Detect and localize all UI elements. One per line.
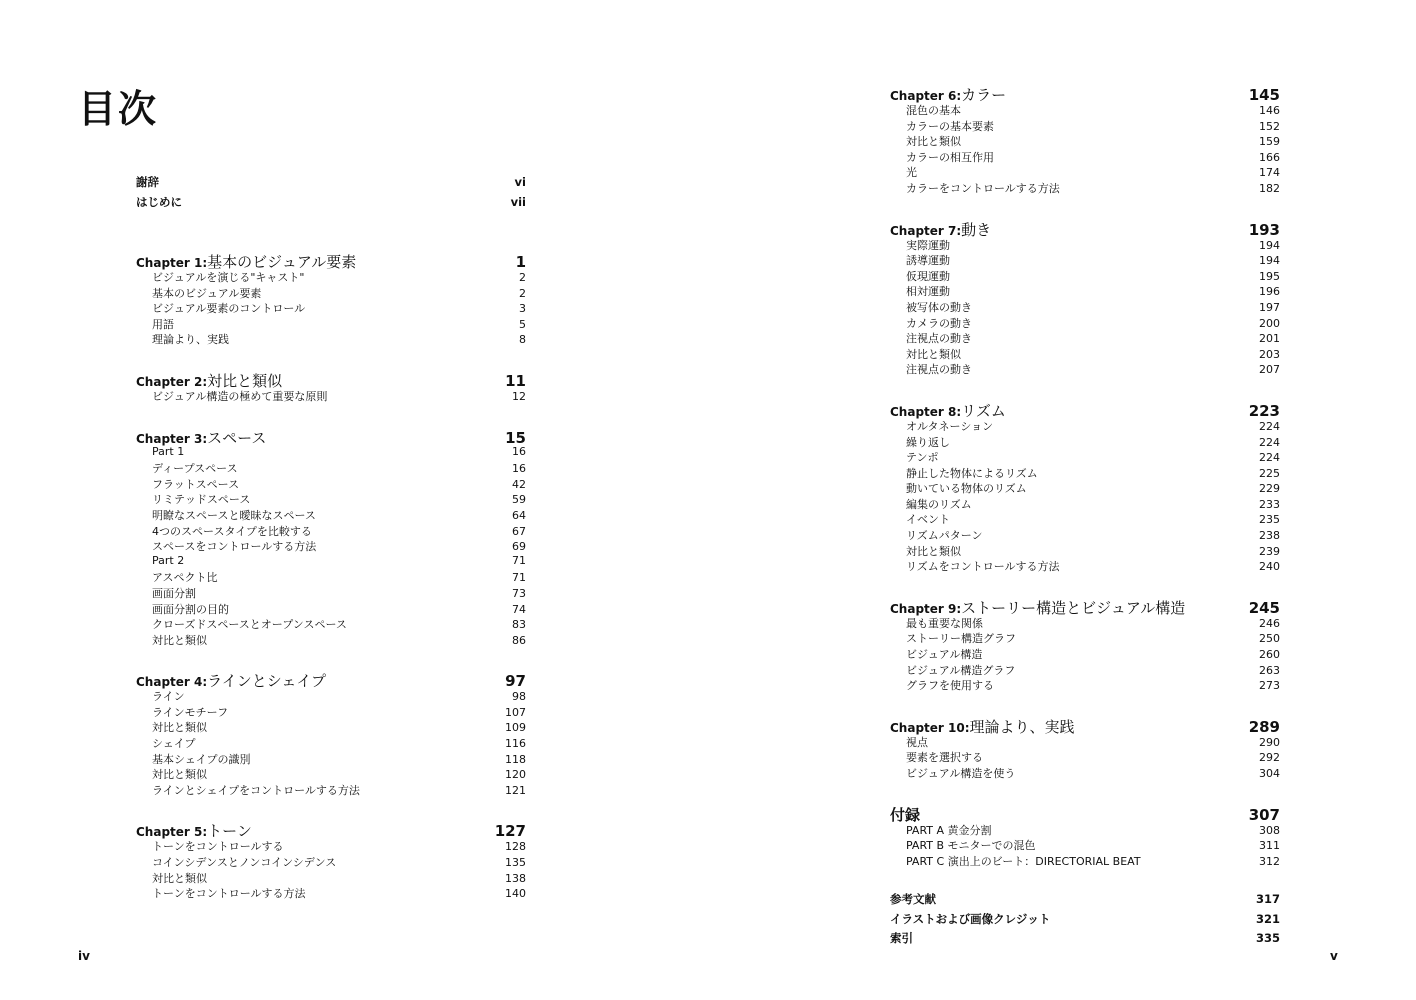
toc-entry-title: ビジュアル構造グラフ [906, 663, 1016, 677]
chapter-heading-right-2 [890, 219, 1280, 237]
chapter-heading-right-3 [890, 400, 1280, 418]
chapter-label: Chapter 2: [136, 374, 208, 389]
toc-entry-title: テンポ [906, 451, 939, 465]
toc-entry-title: トーンをコントロールする方法 [152, 887, 306, 901]
toc-entry-page: 109 [505, 721, 526, 735]
chapter-label: Chapter 9: [890, 601, 962, 616]
toc-entry [136, 331, 526, 347]
toc-entry-page: 260 [1259, 648, 1280, 662]
toc-entry-page: 2 [519, 286, 526, 300]
toc-entry [890, 133, 1280, 149]
toc-entry [136, 538, 526, 554]
chapter-label: Chapter 10: [890, 720, 970, 735]
toc-entry-page: 250 [1259, 632, 1280, 646]
chapter-heading-left-4 [136, 670, 526, 691]
front-matter-entry [136, 194, 526, 214]
toc-entry [890, 283, 1280, 299]
chapter-page: 97 [505, 672, 526, 691]
toc-entry-page: 238 [1259, 529, 1280, 543]
toc-entry-page: 196 [1259, 285, 1280, 299]
toc-entry-page: 225 [1259, 466, 1280, 480]
toc-entry [136, 751, 526, 767]
toc-entry-title: 対比と類似 [906, 544, 961, 558]
toc-entry-page: 233 [1259, 497, 1280, 511]
toc-entry-title: 索引 [890, 931, 913, 946]
toc-entry [890, 496, 1280, 512]
toc-entry-title: 基本シェイプの識別 [152, 752, 251, 766]
toc-entry [890, 527, 1280, 543]
toc-entry [136, 616, 526, 632]
toc-entry [890, 480, 1280, 496]
toc-entry [136, 569, 526, 585]
toc-entry-page: 194 [1259, 254, 1280, 268]
toc-entry-page: 203 [1259, 347, 1280, 361]
toc-entry [890, 434, 1280, 450]
toc-entry [890, 765, 1280, 781]
toc-entry [136, 476, 526, 492]
toc-entry-page: 207 [1259, 363, 1280, 377]
toc-entry-title: シェイプ [152, 737, 196, 751]
chapter-label: Chapter 6: [890, 89, 962, 103]
toc-entry-page: 146 [1259, 104, 1280, 117]
toc-entry-title: 実際運動 [906, 238, 950, 252]
toc-entry-title: ビジュアルを演じる"キャスト" [152, 271, 305, 284]
toc-entry-page: 67 [512, 524, 526, 538]
toc-entry-page: 3 [519, 302, 526, 316]
toc-entry [136, 782, 526, 798]
toc-entry-title: 対比と類似 [906, 135, 961, 149]
toc-entry [136, 523, 526, 539]
toc-entry-title: 対比と類似 [152, 721, 207, 735]
toc-entry-page: 292 [1259, 751, 1280, 765]
toc-entry-title: カラーの基本要素 [906, 119, 994, 133]
appendix-entry [890, 837, 1280, 853]
toc-entry [890, 558, 1280, 574]
chapter-label: Chapter 5: [136, 825, 208, 840]
section-spacer [136, 213, 526, 251]
toc-entry [136, 585, 526, 601]
toc-entry-title: ビジュアル構造を使う [906, 767, 1016, 780]
toc-entry-title: リズムをコントロールする方法 [906, 560, 1060, 574]
toc-entry-page: 195 [1259, 269, 1280, 283]
chapter-heading-right-1 [890, 84, 1280, 102]
toc-entry-title: カラーをコントロールする方法 [906, 181, 1060, 195]
toc-entry-title: 最も重要な関係 [906, 616, 983, 630]
toc-entry [890, 180, 1280, 196]
appendix-heading [890, 804, 1280, 822]
toc-entry [136, 460, 526, 476]
toc-entry [890, 118, 1280, 134]
toc-entry-title: 相対運動 [906, 285, 950, 299]
toc-entry [136, 285, 526, 301]
toc-entry-title: 注視点の動き [906, 363, 972, 377]
toc-entry [890, 511, 1280, 527]
toc-entry [136, 632, 526, 648]
toc-entry-title: イベント [906, 513, 950, 527]
toc-entry-page: 224 [1259, 419, 1280, 433]
toc-entry-title: Part 2 [152, 553, 185, 567]
toc-entry-page: 86 [512, 633, 526, 647]
chapter-title: ストーリー構造とビジュアル構造 [961, 598, 1186, 617]
toc-entry-title: リズムパターン [906, 529, 983, 543]
toc-entry-page: 246 [1259, 616, 1280, 630]
toc-entry [890, 102, 1280, 118]
chapter-title: スペース [207, 428, 267, 447]
toc-entry-page: vii [510, 194, 526, 209]
toc-entry-page: 128 [505, 840, 526, 854]
toc-entry-title: 理論より、実践 [152, 333, 229, 347]
toc-entry-title: 混色の基本 [906, 104, 961, 117]
toc-entry-title: ビジュアル要素のコントロール [152, 302, 306, 316]
toc-entry-page: 311 [1259, 839, 1280, 853]
toc-entry-title: 謝辞 [136, 175, 159, 189]
toc-entry [136, 316, 526, 332]
appendix-entry [890, 853, 1280, 869]
toc-entry-page: 200 [1259, 316, 1280, 330]
chapter-heading-left-3 [136, 427, 526, 445]
toc-entry-page: 16 [512, 462, 526, 476]
toc-entry-page: 317 [1255, 892, 1280, 907]
chapter-title: トーン [207, 822, 252, 841]
chapter-label: Chapter 7: [890, 223, 962, 238]
toc-entry-page: 197 [1259, 300, 1280, 314]
toc-entry-title: 視点 [906, 735, 928, 749]
toc-entry-title: PART B モニターでの混色 [906, 839, 1036, 853]
toc-entry-page: 239 [1259, 544, 1280, 558]
toc-entry [136, 870, 526, 886]
toc-entry [890, 543, 1280, 559]
toc-entry-title: ビジュアル構造の極めて重要な原則 [152, 389, 328, 403]
chapter-page: 127 [494, 822, 526, 841]
toc-entry-title: 4つのスペースタイプを比較する [152, 524, 312, 538]
toc-entry-title: 画面分割の目的 [152, 602, 229, 616]
toc-entry-page: 135 [505, 856, 526, 870]
back-matter-entry [890, 911, 1280, 931]
toc-entry [136, 601, 526, 617]
toc-entry [136, 704, 526, 720]
toc-entry-title: コインシデンスとノンコインシデンス [152, 856, 337, 870]
toc-entry-title: 対比と類似 [152, 633, 207, 647]
toc-entry-title: 注視点の動き [906, 332, 972, 346]
toc-entry-title: トーンをコントロールする [152, 840, 284, 854]
toc-entry-title: 被写体の動き [906, 300, 972, 314]
chapter-title: 動き [961, 220, 992, 239]
toc-right-column [890, 84, 1280, 950]
section-spacer [890, 693, 1280, 716]
chapter-page: 145 [1248, 86, 1280, 104]
chapter-label: Chapter 1: [136, 256, 208, 270]
toc-entry-title: 対比と類似 [152, 871, 207, 885]
toc-entry-title: 静止した物体によるリズム [906, 466, 1038, 480]
toc-entry [136, 719, 526, 735]
toc-entry-page: 120 [505, 768, 526, 782]
toc-entry [136, 300, 526, 316]
page-number-left: iv [78, 949, 90, 963]
toc-entry-page: vi [514, 175, 526, 189]
front-matter-entry [136, 174, 526, 194]
page-number-right: v [1330, 949, 1338, 963]
toc-entry-page: 16 [512, 444, 526, 458]
toc-entry-title: 誘導運動 [906, 254, 950, 268]
toc-entry-title: ストーリー構造グラフ [906, 632, 1016, 646]
toc-entry-page: 201 [1259, 332, 1280, 346]
toc-entry [890, 299, 1280, 315]
toc-entry-page: 174 [1259, 166, 1280, 180]
toc-entry [890, 465, 1280, 481]
toc-entry [890, 252, 1280, 268]
toc-entry-page: 229 [1259, 482, 1280, 496]
toc-entry [890, 149, 1280, 165]
back-matter-entry [890, 930, 1280, 950]
section-spacer [890, 868, 1280, 891]
appendix-title: 付録 [890, 805, 921, 824]
toc-entry-title: クローズドスペースとオープンスペース [152, 618, 347, 632]
toc-entry [136, 388, 526, 404]
toc-entry-title: 対比と類似 [152, 768, 207, 782]
toc-entry-title: ライン [152, 690, 185, 704]
section-spacer [890, 781, 1280, 804]
toc-entry-title: 参考文献 [890, 892, 936, 907]
toc-entry-title: スペースをコントロールする方法 [152, 540, 317, 554]
toc-entry-title: カラーの相互作用 [906, 150, 994, 164]
toc-entry-page: 182 [1259, 181, 1280, 195]
toc-entry [890, 418, 1280, 434]
chapter-title: ラインとシェイプ [207, 672, 326, 691]
toc-entry-title: カメラの動き [906, 316, 972, 330]
toc-entry-page: 224 [1259, 451, 1280, 465]
toc-entry [890, 677, 1280, 693]
toc-entry-page: 321 [1255, 911, 1280, 926]
toc-entry [136, 854, 526, 870]
toc-entry [890, 164, 1280, 180]
toc-entry-title: 基本のビジュアル要素 [152, 286, 262, 300]
toc-entry-page: 71 [512, 553, 526, 567]
appendix-entry [890, 822, 1280, 838]
toc-entry [890, 630, 1280, 646]
toc-entry-page: 140 [505, 887, 526, 901]
toc-entry-page: 138 [505, 871, 526, 885]
toc-entry-title: フラットスペース [152, 477, 240, 491]
toc-entry-page: 59 [512, 493, 526, 507]
toc-entry [890, 330, 1280, 346]
chapter-title: カラー [961, 86, 1007, 104]
toc-entry-title: ラインモチーフ [152, 705, 229, 719]
chapter-page: 15 [505, 428, 526, 447]
toc-entry-title: イラストおよび画像クレジット [890, 911, 1051, 926]
toc-entry [890, 646, 1280, 662]
toc-entry-page: 73 [512, 586, 526, 600]
toc-entry [890, 346, 1280, 362]
toc-entry-title: オルタネーション [906, 419, 994, 433]
toc-entry-title: アスペクト比 [152, 571, 218, 585]
toc-entry-page: 2 [519, 271, 526, 284]
toc-entry-page: 116 [505, 737, 526, 751]
toc-entry-page: 12 [512, 389, 526, 403]
toc-entry-page: 64 [512, 508, 526, 522]
toc-entry [136, 491, 526, 507]
toc-entry [890, 315, 1280, 331]
chapter-label: Chapter 4: [136, 675, 208, 690]
section-spacer [136, 404, 526, 427]
section-spacer [136, 347, 526, 370]
toc-entry-title: 光 [906, 166, 917, 180]
toc-entry-title: 対比と類似 [906, 347, 961, 361]
chapter-page: 289 [1248, 717, 1280, 736]
chapter-page: 11 [505, 371, 526, 390]
chapter-page: 1 [515, 253, 526, 271]
toc-entry [136, 885, 526, 901]
toc-entry-page: 224 [1259, 435, 1280, 449]
toc-entry-page: 240 [1259, 560, 1280, 574]
toc-entry [136, 507, 526, 523]
toc-entry-title: ビジュアル構造 [906, 648, 983, 662]
toc-entry-page: 194 [1259, 238, 1280, 252]
chapter-page: 193 [1248, 220, 1280, 239]
chapter-heading-left-5 [136, 820, 526, 841]
appendix-page: 307 [1248, 805, 1280, 824]
back-matter-entry [890, 891, 1280, 911]
toc-entry-page: 69 [512, 540, 526, 554]
toc-entry [136, 554, 526, 570]
toc-entry-page: 83 [512, 618, 526, 632]
toc-entry-page: 152 [1259, 119, 1280, 133]
toc-entry-title: リミテッドスペース [152, 493, 251, 507]
toc-entry-title: 仮現運動 [906, 269, 950, 283]
toc-entry-title: ディープスペース [152, 462, 238, 476]
toc-entry-page: 159 [1259, 135, 1280, 149]
toc-entry-page: 235 [1259, 513, 1280, 527]
toc-entry [890, 268, 1280, 284]
toc-entry-page: 335 [1255, 931, 1280, 946]
chapter-page: 245 [1248, 598, 1280, 617]
chapter-heading-right-5 [890, 716, 1280, 734]
section-spacer [890, 377, 1280, 400]
toc-entry-page: 42 [512, 477, 526, 491]
section-spacer [890, 196, 1280, 219]
section-spacer [136, 647, 526, 670]
chapter-title: 理論より、実践 [969, 717, 1075, 736]
toc-entry-title: グラフを使用する [906, 679, 994, 693]
toc-entry-page: 304 [1259, 767, 1280, 780]
toc-entry-title: PART C 演出上のビート：DIRECTORIAL BEAT [906, 854, 1141, 868]
toc-entry-title: はじめに [136, 194, 182, 209]
toc-entry-title: 編集のリズム [906, 497, 972, 511]
toc-entry-title: 用語 [152, 317, 174, 331]
toc-entry-title: 明瞭なスペースと曖昧なスペース [152, 508, 316, 522]
toc-entry-page: 118 [505, 752, 526, 766]
toc-left-column [136, 174, 526, 901]
toc-entry [890, 449, 1280, 465]
toc-entry [136, 766, 526, 782]
toc-entry-page: 71 [512, 571, 526, 585]
toc-entry [136, 838, 526, 854]
chapter-page: 223 [1248, 401, 1280, 420]
page-title: 目次 [78, 87, 159, 131]
toc-entry [890, 662, 1280, 678]
toc-entry-page: 8 [519, 333, 526, 347]
toc-entry-page: 121 [505, 783, 526, 797]
chapter-label: Chapter 3: [136, 431, 208, 446]
toc-entry-page: 308 [1259, 823, 1280, 837]
toc-entry-title: 要素を選択する [906, 751, 983, 765]
chapter-label: Chapter 8: [890, 404, 962, 419]
chapter-title: 対比と類似 [207, 371, 283, 390]
toc-entry-page: 273 [1259, 679, 1280, 693]
chapter-title: リズム [961, 401, 1006, 420]
toc-entry [890, 749, 1280, 765]
toc-entry [890, 361, 1280, 377]
toc-entry-page: 107 [505, 705, 526, 719]
toc-entry-page: 312 [1259, 854, 1280, 868]
toc-entry-title: ラインとシェイプをコントロールする方法 [152, 783, 360, 797]
toc-entry-page: 74 [512, 602, 526, 616]
chapter-heading-left-2 [136, 370, 526, 388]
toc-entry-page: 98 [512, 690, 526, 704]
toc-entry-title: Part 1 [152, 444, 185, 458]
chapter-heading-right-4 [890, 597, 1280, 615]
toc-entry-title: 動いている物体のリズム [906, 482, 1027, 496]
toc-entry-title: 繰り返し [906, 435, 950, 449]
chapter-title: 基本のビジュアル要素 [207, 253, 357, 271]
toc-entry-title: PART A 黄金分割 [906, 823, 992, 837]
toc-entry [136, 735, 526, 751]
toc-entry-page: 5 [519, 317, 526, 331]
section-spacer [136, 797, 526, 820]
toc-entry [890, 237, 1280, 253]
toc-entry-page: 263 [1259, 663, 1280, 677]
toc-entry-page: 166 [1259, 150, 1280, 164]
section-spacer [890, 574, 1280, 597]
toc-entry-page: 290 [1259, 735, 1280, 749]
toc-entry-title: 画面分割 [152, 586, 196, 600]
chapter-heading-left-1 [136, 251, 526, 269]
